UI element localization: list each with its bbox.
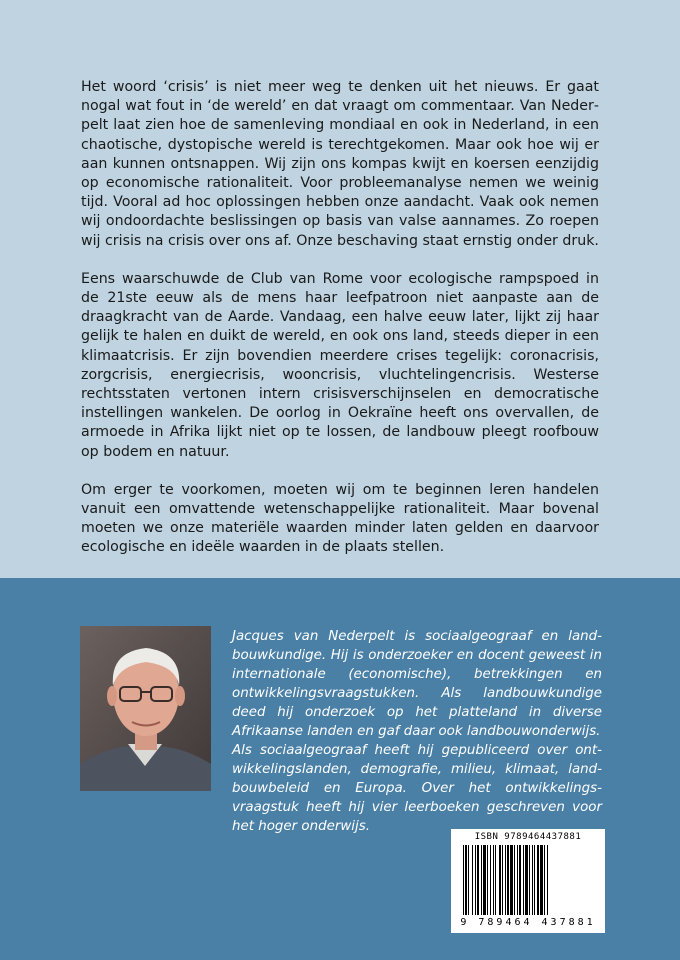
isbn-digits: 9 789464 437881 [460,917,596,928]
bio-paragraph-1: Jacques van Nederpelt is sociaalgeograaf en landbouwkundige. Hij is onderzoeker en docent geweest in internationale (economische), betrekkingen en ontwikkelingsvraagstukken. Als landbouwkundige deed hij onderzoek op het platteland in diverse Afrikaanse landen en gaf daar ook landbouwonderwijs. [232,629,602,739]
author-bio [232,627,602,836]
blurb-paragraph-3: Om erger te voorkomen, moeten wij om te beginnen leren handelen vanuit een omvattende wetenschappelijke rationaliteit. Maar bovenal moeten we onze materiële waarden minder laten gelden en daarvoor ecologische en ideële waarden in de plaats stellen. [81,481,599,556]
blurb-paragraph-2: Eens waarschuwde de Club van Rome voor ecologische rampspoed in de 21ste eeuw als de mens haar leefpatroon niet aanpaste aan de draagkracht van de Aarde. Vandaag, een halve eeuw later, lijkt zij haar gelijk te halen en duikt de wereld, en ook ons land, steeds dieper in een klimaatcrisis. Er zijn bovendien meerdere crises tegelijk: coronacrisis, zorgcrisis, energiecrisis, wooncrisis, vluchtelingencrisis. Westerse rechtsstaten vertonen intern crisisverschijnselen en democratische instellingen wankelen. De oorlog in Oekraïne heeft ons overvallen, de armoede in Afrika lijkt niet op te lossen, de landbouw pleegt roofbouw op bodem en natuur. [81,270,599,460]
blurb-paragraph-1: Het woord ‘crisis’ is niet meer weg te denken uit het nieuws. Er gaat nogal wat fout in ‘de wereld’ en dat vraagt om commentaar. Van Nederpelt laat zien hoe de samenleving mondiaal en ook in Nederland, in een chaotische, dystopische wereld is terechtgekomen. Maar ook hoe wij er aan kunnen ontsnappen. Wij zijn ons kompas kwijt en koersen eenzijdig op economische rationaliteit. Voor probleemanalyse nemen we weinig tijd. Vooral ad hoc oplossingen hebben onze aandacht. Vaak ook nemen wij ondoordachte beslissingen op basis van valse aannames. Zo roepen wij crisis na crisis over ons af. Onze beschaving staat ernstig onder druk. [81,79,599,249]
isbn-label: ISBN 9789464437881 [474,832,582,842]
blurb-text [81,78,599,577]
author-photo [80,626,211,791]
isbn-barcode [451,829,605,933]
bio-paragraph-2: Als sociaalgeograaf heeft hij gepubliceerd over ontwikkelingslanden, demografie, milieu, klimaat, landbouwbeleid en Europa. Over het ontwikkelingsvraagstuk heeft hij vier leerboeken geschreven voor het hoger onderwijs. [232,743,602,834]
